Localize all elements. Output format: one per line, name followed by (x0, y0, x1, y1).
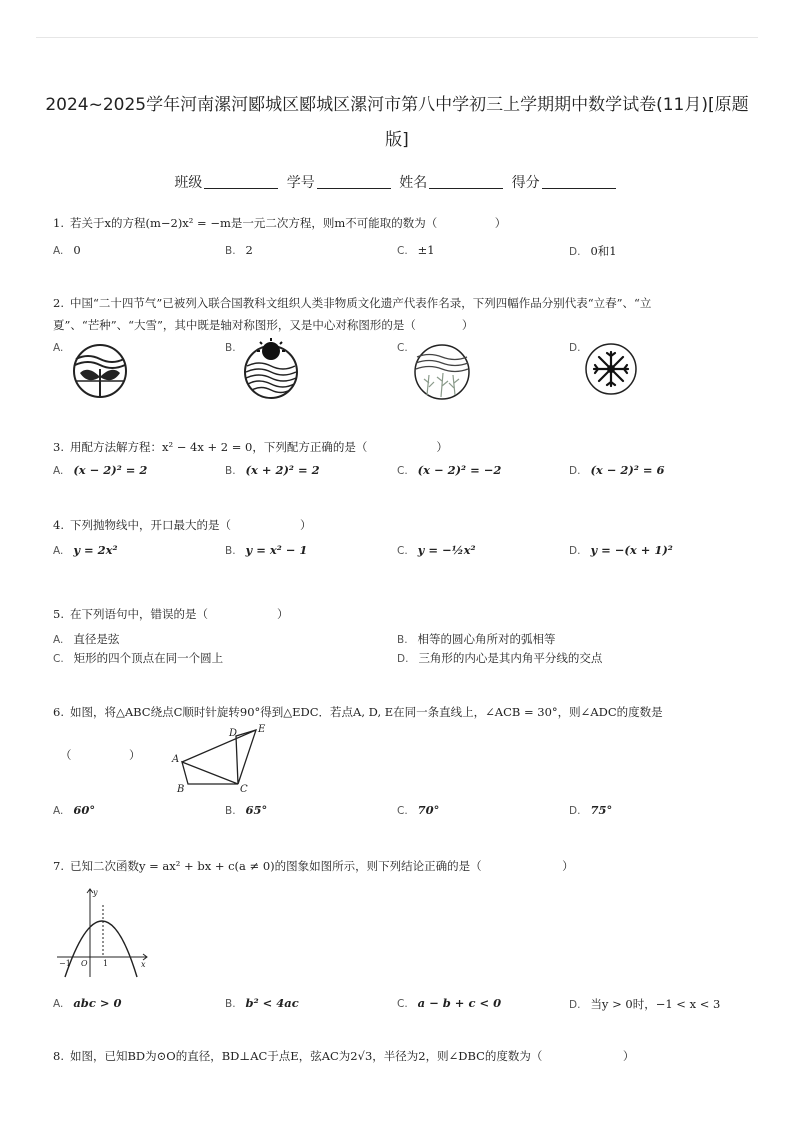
question-stem-line-1: 中国“二十四节气”已被列入联合国教科文组织人类非物质文化遗产代表作名录，下列四幅作品分别代表“立春”、“立 (69, 296, 652, 310)
label-e: E (258, 724, 266, 735)
label-a: A (172, 754, 180, 765)
class-label: 班级 (174, 175, 203, 191)
q6-option-d[interactable]: D. 75° (569, 803, 613, 817)
question-2 (53, 293, 753, 335)
snowflake-icon[interactable] (584, 342, 638, 396)
label-b: B (177, 784, 185, 794)
q7-option-b[interactable]: B. b² < 4ac (225, 996, 299, 1010)
class-blank[interactable] (204, 174, 278, 189)
q3-option-c[interactable]: C. (x − 2)² = −2 (397, 463, 502, 477)
q7-option-d[interactable]: D. 当y > 0时，−1 < x < 3 (569, 997, 721, 1011)
tick-label-1: 1 (103, 959, 109, 968)
axis-label-x: x (141, 960, 146, 969)
q4-option-c[interactable]: C. y = −½x² (397, 543, 476, 557)
question-number: 7. (53, 859, 64, 873)
top-divider (36, 37, 758, 38)
q1-option-d[interactable]: D. 0和1 (569, 244, 617, 258)
q5-option-a[interactable]: A. 直径是弦 (53, 632, 120, 646)
question-3 (53, 437, 448, 457)
question-7 (53, 856, 753, 876)
question-stem: 如图，已知BD为⊙O的直径，BD⊥AC于点E，弦AC为2√3，半径为2，则∠DBC的度数为（ ） (69, 1049, 635, 1063)
q3-option-a[interactable]: A. (x − 2)² = 2 (53, 463, 148, 477)
q7-option-c[interactable]: C. a − b + c < 0 (397, 996, 502, 1010)
q7-option-a[interactable]: A. abc > 0 (53, 996, 122, 1010)
name-blank[interactable] (429, 174, 503, 189)
score-label: 得分 (511, 175, 540, 191)
q2-option-c[interactable]: C. (397, 342, 408, 354)
q6-option-b[interactable]: B. 65° (225, 803, 268, 817)
q2-option-b[interactable]: B. (225, 342, 236, 354)
q5-option-b[interactable]: B. 相等的圆心角所对的弧相等 (397, 632, 556, 646)
title-line-2: 版] (385, 130, 409, 150)
question-6 (53, 702, 753, 722)
student-id-blank[interactable] (317, 174, 391, 189)
q3-option-b[interactable]: B. (x + 2)² = 2 (225, 463, 320, 477)
label-c: C (240, 784, 248, 794)
question-stem: 如图，将△ABC绕点C顺时针旋转90°得到△EDC．若点A, D, E在同一条直线上，∠ACB = 30°，则∠ADC的度数是 (69, 705, 663, 719)
question-stem: 在下列语句中，错误的是（ ） (69, 607, 289, 621)
score-blank[interactable] (542, 174, 616, 189)
question-number: 4. (53, 518, 64, 532)
q6-option-a[interactable]: A. 60° (53, 803, 96, 817)
q6-answer-paren: （ ） (60, 748, 141, 762)
tick-label-neg1: −1 (59, 959, 71, 968)
spring-sprout-icon[interactable] (72, 343, 128, 399)
q1-option-c[interactable]: C. ±1 (397, 243, 435, 257)
question-stem-line-2: 夏”、“芒种”、“大雪”，其中既是轴对称图形，又是中心对称图形的是（ ） (53, 318, 474, 332)
question-stem: 下列抛物线中，开口最大的是（ ） (69, 518, 312, 532)
question-stem: 已知二次函数y = ax² + bx + c(a ≠ 0)的图象如图所示，则下列结论正确的是（ ） (69, 859, 574, 873)
student-info-line (0, 172, 794, 192)
q4-option-a[interactable]: A. y = 2x² (53, 543, 118, 557)
question-number: 5. (53, 607, 64, 621)
q5-option-d[interactable]: D. 三角形的内心是其内角平分线的交点 (397, 651, 603, 665)
title-line-1: 2024~2025学年河南漯河郾城区郾城区漯河市第八中学初三上学期期中数学试卷(11月)[原题 (45, 95, 749, 115)
question-number: 1. (53, 216, 64, 230)
student-id-label: 学号 (286, 175, 315, 191)
question-stem: 用配方法解方程：x² − 4x + 2 = 0，下列配方正确的是（ ） (69, 440, 448, 454)
axis-label-y: y (93, 888, 98, 897)
q1-option-b[interactable]: B. 2 (225, 243, 253, 257)
page-title (40, 88, 754, 158)
q2-option-a[interactable]: A. (53, 342, 64, 354)
q2-option-d[interactable]: D. (569, 342, 581, 354)
origin-label: O (81, 959, 88, 968)
rotation-triangle-figure (170, 722, 270, 794)
parabola-graph-figure (55, 885, 155, 980)
name-label: 姓名 (399, 175, 428, 191)
summer-sun-icon[interactable] (242, 338, 300, 400)
question-1 (53, 213, 506, 233)
question-8 (53, 1046, 753, 1066)
question-number: 2. (53, 296, 64, 310)
question-number: 3. (53, 440, 64, 454)
grain-in-ear-icon[interactable] (413, 343, 471, 401)
q4-option-d[interactable]: D. y = −(x + 1)² (569, 543, 673, 557)
question-number: 6. (53, 705, 64, 719)
q6-option-c[interactable]: C. 70° (397, 803, 440, 817)
question-number: 8. (53, 1049, 64, 1063)
label-d: D (229, 728, 238, 739)
q4-option-b[interactable]: B. y = x² − 1 (225, 543, 308, 557)
question-5 (53, 604, 288, 624)
q5-option-c[interactable]: C. 矩形的四个顶点在同一个圆上 (53, 651, 224, 665)
q1-option-a[interactable]: A. 0 (53, 243, 81, 257)
q3-option-d[interactable]: D. (x − 2)² = 6 (569, 463, 665, 477)
question-stem: 若关于x的方程(m−2)x² = −m是一元二次方程，则m不可能取的数为（ ） (69, 216, 507, 230)
question-4 (53, 515, 311, 535)
